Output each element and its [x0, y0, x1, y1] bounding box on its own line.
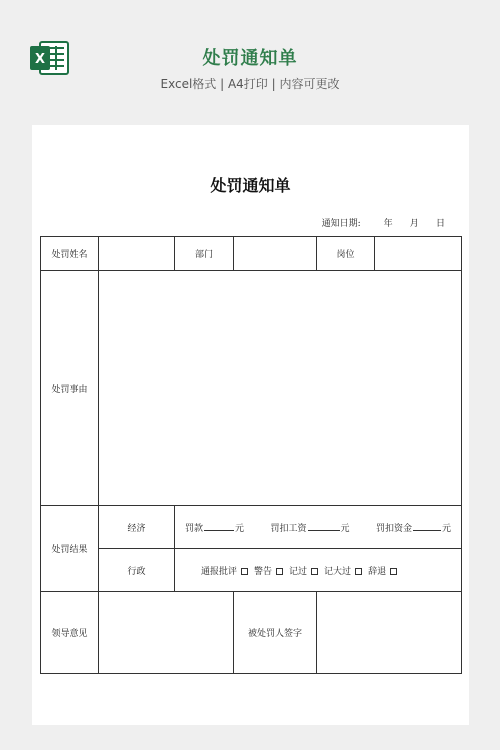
fine-item[interactable]: 罚款 元 [185, 523, 245, 534]
document-page [32, 125, 469, 725]
dept-field[interactable] [234, 237, 317, 271]
header [0, 0, 500, 120]
option-demerit[interactable]: 记过 [289, 564, 324, 577]
signature-label: 被处罚人签字 [234, 592, 317, 674]
option-circulate-criticism[interactable]: 通报批评 [201, 564, 254, 577]
post-label: 岗位 [317, 237, 375, 271]
penalty-form-table [40, 236, 462, 674]
result-label: 处罚结果 [41, 506, 99, 592]
reason-field[interactable] [99, 271, 462, 506]
svg-text:X: X [34, 52, 46, 67]
date-day: 日 [435, 219, 445, 229]
checkbox-icon [276, 568, 283, 575]
document-title: 处罚通知单 [210, 176, 291, 195]
date-year: 年 [383, 219, 393, 229]
post-field[interactable] [375, 237, 462, 271]
signature-field[interactable] [317, 592, 462, 674]
economic-label: 经济 [99, 506, 175, 549]
date-month: 月 [409, 219, 419, 229]
dept-label: 部门 [175, 237, 234, 271]
wage-deduction-item[interactable]: 罚扣工资 元 [270, 523, 350, 534]
reason-label: 处罚事由 [41, 271, 99, 506]
option-dismissal[interactable]: 辞退 [368, 564, 403, 577]
page-subtitle: Excel格式 | A4打印 | 内容可更改 [160, 77, 340, 91]
page-title: 处罚通知单 [202, 48, 298, 69]
bonus-deduction-item[interactable]: 罚扣资金 元 [375, 523, 451, 534]
checkbox-icon [355, 568, 362, 575]
notice-date-label: 通知日期: [321, 219, 361, 229]
opinion-label: 领导意见 [41, 592, 99, 674]
checkbox-icon [390, 568, 397, 575]
economic-penalty-row [175, 506, 462, 549]
notice-date [322, 216, 445, 229]
name-field[interactable] [99, 237, 175, 271]
name-label: 处罚姓名 [41, 237, 99, 271]
opinion-field[interactable] [99, 592, 234, 674]
admin-label: 行政 [99, 549, 175, 592]
option-warning[interactable]: 警告 [254, 564, 289, 577]
option-major-demerit[interactable]: 记大过 [324, 564, 368, 577]
checkbox-icon [311, 568, 318, 575]
checkbox-icon [241, 568, 248, 575]
admin-penalty-row [175, 549, 462, 592]
